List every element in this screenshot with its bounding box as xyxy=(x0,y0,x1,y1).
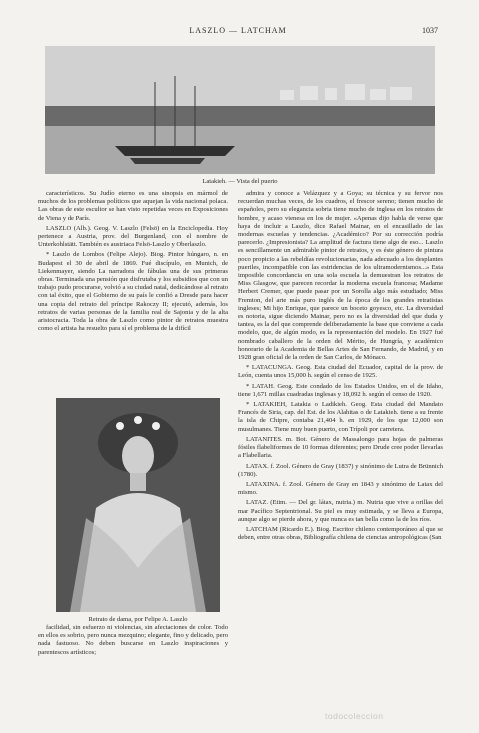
paragraph: LASZLO (Alb.). Geog. V. Laszlo (Felsö) en la Enciclopedia. Hoy pertenece a Austria, prov. del Burgenland, con el nombre de Unterkohlstätt. También es austriaca Felsö-Laszlo y Oberlaszlo. xyxy=(38,224,228,249)
entry-latakieh: * LATAKIEH, Latakia o Ladikieh. Geog. Esta ciudad del Mandato Francés de Siria, cap. del Est. de los Alahitas o de Latakieh. tiene a su frente la isla de Chipre, contaba 21,404 h. en 1929, de los que 12,000 son musulmanes. Tiene muy buen puerto, con Trípoli por carretera. xyxy=(238,401,443,433)
right-column xyxy=(238,190,443,544)
page-header xyxy=(38,26,438,38)
portrait-photo xyxy=(56,398,220,612)
paragraph: característicos. Su Judío eterno es una sinopsis en mármol de muchos de los problemas políticos que aquejan la vida nacional polaca. Las obras de este escultor se han visto repetidas veces en Exposiciones de Viena y de París. xyxy=(38,190,228,222)
paragraph: * Laszlo de Lombos (Felipe Alejo). Biog. Pintor húngaro, n. en Budapest el 30 de abril de 1869. Fué discípulo, en Munich, de Liekenmayer, siendo La narradora de fábulas una de sus primeras obras. Terminada una pensión que disfrutaba y los subsidios que con un trabajo pudo procurarse, volvió a su ciudad natal, dedicándose al retrato con tal éxito, que el Gobierno de su país le confió a Dresde para hacer una copia del retrato del príncipe Rakoczy II; ejecutó, además, los retratos de varias personas de la familia real de Sajonia y de la alta aristocracia. Toda la obra de Laszlo como pintor de retratos muestra como el artista ha resuelto para sí el problema de la difícil xyxy=(38,251,228,333)
harbor-photo xyxy=(45,46,435,174)
portrait-caption: Retrato de dama, por Felipe A. Laszlo xyxy=(88,616,188,623)
portrait-graphic xyxy=(56,398,220,612)
page-number: 1037 xyxy=(422,26,438,35)
entry-lataxina: LATAXINA. f. Zool. Género de Gray en 1843 y sinónimo de Latax del mismo. xyxy=(238,480,443,497)
entry-latcham: LATCHAM (Ricardo E.). Biog. Escritor chileno contemporáneo al que se deben, entre otras obras, Bibliografía chilena de ciencias antropológicas (San xyxy=(238,525,443,542)
running-title: LASZLO — LATCHAM xyxy=(189,26,287,35)
left-column-bottom xyxy=(38,624,228,659)
entry-latah: * LATAH. Geog. Este condado de los Estados Unidos, en el de Idaho, tiene 1,671 millas cuadradas inglesas y 18,092 h. según el censo de 1920. xyxy=(238,382,443,398)
entry-latanites: LATANITES. m. Bot. Género de Massalongo para hojas de palmeras fósiles flabeliformes de 10 formas diferentes; pero Drude cree poder llevarlas a Flabellaria. xyxy=(238,435,443,460)
harbor-photo-graphic xyxy=(45,46,435,174)
watermark-logo: todocoleccion xyxy=(325,711,384,721)
paragraph: facilidad, sin esfuerzo ni violencias, sin afectaciones de color. Todo en ellos es sobrio, pero nunca mezquino; elegante, fino y delicado, pero nada fastuoso. No deben buscarse en Laszlo inspiraciones y parentescos artísticos; xyxy=(38,624,228,656)
left-column xyxy=(38,190,228,335)
harbor-caption: Latakieh. — Vista del puerto xyxy=(202,178,278,185)
entry-latacunga: * LATACUNGA. Geog. Esta ciudad del Ecuador, capital de la prov. de León, cuenta unos 15,000 h. según el censo de 1925. xyxy=(238,364,443,380)
entry-lataz: LATAZ. (Etim. — Del gr. látax, nutria.) m. Nutria que vive a orillas del mar Pacífico Septentrional. Su piel es muy estimada, y se lleva a Europa, aunque algo se pierde ahora, y que nunca es tan bella como la de los ríos. xyxy=(238,499,443,523)
entry-latax: LATAX. f. Zool. Género de Gray (1837) y sinónimo de Lutra de Brünnich (1780). xyxy=(238,462,443,478)
paragraph: admira y conoce a Velázquez y a Goya; su técnica y su fervor nos recuerdan muchas veces, de los cuadros, el frescor sereno; tienen mucho de españoles, pero su elegancia sobria tiene mucho de inglesa en los retratos de hombre, y acaso vienesa en los de mujer. «Apenas dijo habla de verse que haya de incluir a Laszlo, dice Rafael Mainar, en el encasillado de las modernas escuelas y tendencias. ¿Académico? Por su corrección podría parecerlo. ¿Impresionista? La amplitud de factura tiene algo de eso... Laszlo es sencillamente un admirable pintor de retratos, y es éste género de pintura poco propicio a las rebeldías revolucionarias, nada adecuado a los desplantes pueriles, incompatible con las estridencias de los ultramodernismos...» Esta imposible concordancia en una sola escuela la demuestran los retratos de Miss Glasgow, que parecen recordar la moderna escuela francesa; Madame Herbert Cremer, que puede pasar por un Sorolla algo más estudiado; Miss Fremton, del arte más puro inglés de la época de los grandes retratistas ingleses; Mi hijo Enrique, que parece un boceto goyesco, etc. La diversidad es notoria, sigue diciendo Mainar, pero no es la diversidad del que duda y tantea, es la del que comprende deliberadamente la base que conviene a cada modelo, que, de algún modo, es la representación del modelo. En 1927 fué nombrado caballero de la orden del Mérito, de Hungría, y académico honorario de la Academia de Bellas Artes de San Fernando, de Madrid, y en 1928 gran oficial de la orden de San Carlos, de Mónaco. xyxy=(238,190,443,362)
